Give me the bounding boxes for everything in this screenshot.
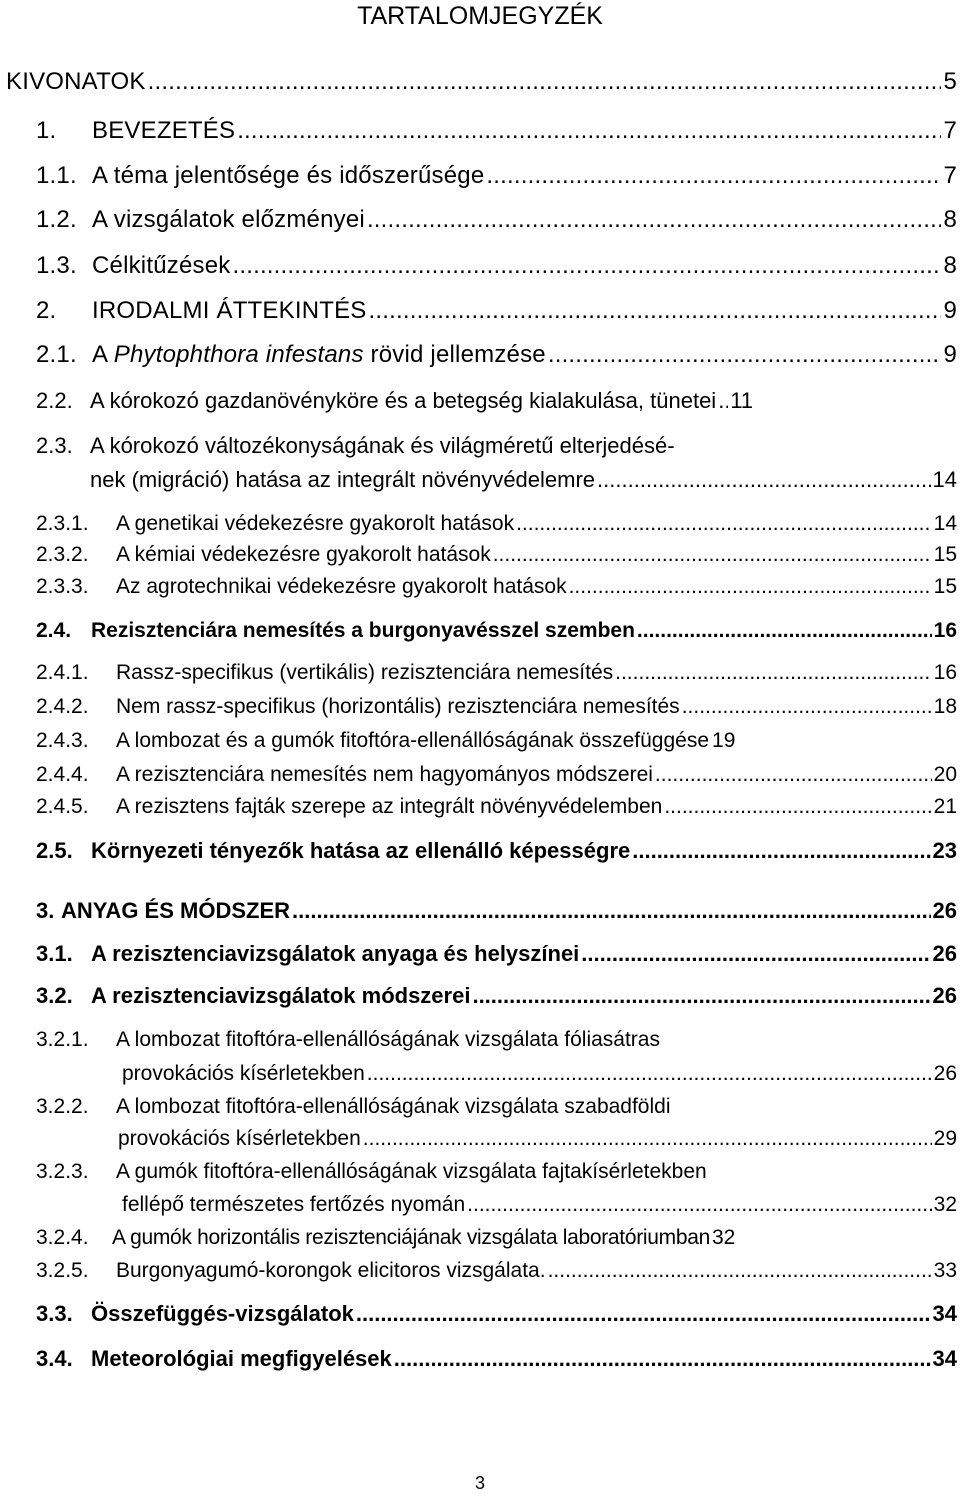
toc-entry-text: A Phytophthora infestans rövid jellemzése <box>92 341 546 368</box>
toc-leader <box>363 1127 932 1151</box>
toc-entry-page: 33 <box>933 1259 957 1282</box>
toc-entry-page: 26 <box>932 983 957 1008</box>
toc-entry-text: A lombozat fitoftóra-ellenállóságának vizsgálata fóliasátras <box>116 1028 660 1051</box>
toc-entry-number: 2.1. <box>36 341 77 368</box>
toc-entry[interactable] <box>36 1259 957 1283</box>
toc-entry-page: 5 <box>943 68 957 95</box>
toc-entry[interactable] <box>36 763 957 787</box>
toc-entry-page: 8 <box>943 206 957 233</box>
toc-entry-number: 2.5. <box>36 838 73 863</box>
toc-entry-number: 3.4. <box>36 1346 73 1371</box>
toc-entry-text: Burgonyagumó-korongok elicitoros vizsgálata. <box>116 1259 546 1282</box>
toc-entry-text-cont: provokációs kísérletekben <box>118 1127 361 1150</box>
toc-entry-number: 2.4. <box>36 619 72 642</box>
toc-entry-page: 7 <box>943 117 957 144</box>
toc-leader <box>581 941 930 967</box>
toc-leader <box>664 795 931 819</box>
toc-entry-page: 15 <box>933 543 957 566</box>
toc-entry-page: 14 <box>932 467 957 492</box>
toc-entry-number: 1.1. <box>36 162 77 189</box>
toc-entry-number: 3.2. <box>36 983 73 1008</box>
toc-entry[interactable] <box>36 512 957 536</box>
toc-entry[interactable] <box>36 117 957 145</box>
toc-entry-text: A kémiai védekezésre gyakorolt hatások <box>116 543 491 566</box>
toc-leader <box>367 206 942 234</box>
toc-entry-page: 19 <box>712 729 736 752</box>
toc-entry-number: 3.1. <box>36 941 73 966</box>
toc-leader <box>148 68 942 96</box>
toc-entry-page: 18 <box>933 695 957 718</box>
toc-entry[interactable] <box>36 619 957 643</box>
toc-leader <box>237 117 941 145</box>
toc-entry-text: BEVEZETÉS <box>92 117 236 144</box>
toc-entry[interactable] <box>122 1193 957 1217</box>
toc-entry[interactable] <box>36 695 957 719</box>
toc-entry-text: A kórokozó változékonyságának és világméretű elterjedésé- <box>90 433 675 458</box>
toc-leader <box>548 1259 932 1283</box>
toc-entry-page: 14 <box>933 512 957 535</box>
toc-entry[interactable] <box>6 68 957 96</box>
toc-entry-first-line <box>36 1160 707 1184</box>
toc-entry-text: ANYAG ÉS MÓDSZER <box>61 898 291 923</box>
toc-entry[interactable] <box>36 206 957 234</box>
toc-entry[interactable] <box>118 1127 957 1151</box>
toc-leader <box>548 341 942 369</box>
toc-entry[interactable] <box>36 575 957 599</box>
toc-entry-first-line <box>36 433 675 459</box>
toc-entry[interactable] <box>36 838 957 864</box>
toc-entry-page: 21 <box>933 795 957 818</box>
page-number: 3 <box>474 1473 485 1493</box>
toc-entry-text: A kórokozó gazdanövényköre és a betegség kialakulása, tünetei <box>90 388 717 413</box>
toc-entry-page: 7 <box>943 162 957 189</box>
toc-entry-text: Célkitűzések <box>92 252 231 279</box>
toc-entry[interactable] <box>36 162 957 190</box>
toc-entry[interactable] <box>36 252 957 280</box>
species-name: Phytophthora infestans <box>113 341 364 368</box>
toc-entry[interactable] <box>36 341 957 369</box>
toc-entry-number: 2.4.2. <box>36 695 89 718</box>
toc-leader <box>632 838 930 864</box>
toc-entry[interactable] <box>36 388 957 414</box>
toc-title: TARTALOMJEGYZÉK <box>357 2 603 30</box>
toc-entry-page: 20 <box>933 763 957 786</box>
toc-entry-text: IRODALMI ÁTTEKINTÉS <box>92 297 367 324</box>
toc-entry-number: 2.4.5. <box>36 795 89 818</box>
toc-entry-page: 34 <box>932 1346 957 1371</box>
toc-entry[interactable] <box>36 983 957 1009</box>
toc-entry-number: 2.3. <box>36 433 73 458</box>
toc-entry[interactable] <box>36 898 957 924</box>
toc-entry-page: 26 <box>932 898 957 923</box>
toc-entry-text: A rezisztens fajták szerepe az integrált növényvédelemben <box>116 795 663 818</box>
toc-leader <box>394 1346 931 1372</box>
toc-entry-page: 16 <box>933 661 957 684</box>
toc-entry-first-line <box>36 1095 671 1119</box>
toc-entry-number: 2.3.2. <box>36 543 89 566</box>
toc-entry-number: 3.2.1. <box>36 1028 89 1051</box>
toc-entry-page: 32 <box>933 1193 957 1216</box>
toc-entry-text: A lombozat és a gumók fitoftóra-ellenállóságának összefüggése <box>116 729 710 752</box>
toc-leader <box>615 661 932 685</box>
toc-leader <box>467 1193 931 1217</box>
toc-leader <box>367 1062 932 1086</box>
toc-entry-text-cont: fellépő természetes fertőzés nyomán <box>122 1193 466 1216</box>
toc-entry-text: A lombozat fitoftóra-ellenállóságának vizsgálata szabadföldi <box>116 1095 671 1118</box>
toc-entry-text-cont: provokációs kísérletekben <box>122 1062 365 1085</box>
toc-leader <box>356 1301 931 1327</box>
toc-leader <box>369 297 942 325</box>
toc-leader <box>718 388 728 414</box>
toc-entry-text: Összefüggés-vizsgálatok <box>91 1301 354 1326</box>
toc-leader <box>682 695 932 719</box>
toc-entry-page: 15 <box>933 575 957 598</box>
toc-entry-number: 3. <box>36 898 55 923</box>
toc-entry-number: 2.4.1. <box>36 661 89 684</box>
toc-entry-page: 26 <box>932 941 957 966</box>
toc-entry-text: A rezisztenciavizsgálatok módszerei <box>91 983 471 1008</box>
toc-entry-number: 3.3. <box>36 1301 73 1326</box>
toc-entry-text: KIVONATOK <box>6 68 146 95</box>
toc-entry-first-line <box>36 1028 660 1052</box>
toc-entry-page: 32 <box>712 1226 736 1249</box>
toc-leader <box>516 512 932 536</box>
toc-entry[interactable] <box>36 297 957 325</box>
toc-entry-text: A téma jelentősége és időszerűsége <box>92 162 485 189</box>
toc-entry-number: 2.3.1. <box>36 512 89 535</box>
toc-entry-page: 34 <box>932 1301 957 1326</box>
toc-leader <box>637 619 932 643</box>
toc-entry-text: A genetikai védekezésre gyakorolt hatások <box>116 512 515 535</box>
toc-entry-number: 2.4.4. <box>36 763 89 786</box>
toc-entry-number: 1. <box>36 117 57 144</box>
toc-entry-number: 2.2. <box>36 388 73 413</box>
toc-entry-number: 2.4.3. <box>36 729 89 752</box>
toc-leader <box>232 252 941 280</box>
toc-entry-number: 3.2.4. <box>36 1226 89 1249</box>
toc-entry-text: A rezisztenciavizsgálatok anyaga és helyszínei <box>91 941 580 966</box>
toc-entry-number: 3.2.3. <box>36 1160 89 1183</box>
toc-entry-text: Rezisztenciára nemesítés a burgonyavésszel szemben <box>91 619 635 642</box>
toc-entry-page: 9 <box>943 341 957 368</box>
toc-entry-text: Nem rassz-specifikus (horizontális) rezisztenciára nemesítés <box>116 695 680 718</box>
toc-entry-text-cont: nek (migráció) hatása az integrált növényvédelemre <box>90 467 596 492</box>
toc-entry-text: Az agrotechnikai védekezésre gyakorolt hatások <box>116 575 567 598</box>
toc-leader <box>655 763 932 787</box>
toc-entry-text: Meteorológiai megfigyelések <box>91 1346 392 1371</box>
toc-entry-page: 9 <box>943 297 957 324</box>
toc-entry-page: 26 <box>933 1062 957 1085</box>
toc-leader <box>472 983 930 1009</box>
toc-leader <box>597 467 930 493</box>
toc-entry[interactable] <box>122 1062 957 1086</box>
toc-entry[interactable] <box>36 941 957 967</box>
toc-entry[interactable] <box>36 1346 957 1372</box>
toc-entry[interactable] <box>90 467 957 493</box>
toc-entry-number: 3.2.5. <box>36 1259 89 1282</box>
toc-entry-number: 1.2. <box>36 206 77 233</box>
toc-entry-page: 29 <box>933 1127 957 1150</box>
toc-entry[interactable] <box>36 543 957 567</box>
toc-entry[interactable] <box>36 729 957 753</box>
toc-entry-text: Környezeti tényezők hatása az ellenálló képességre <box>91 838 631 863</box>
toc-entry-text: A rezisztenciára nemesítés nem hagyományos módszerei <box>116 763 653 786</box>
toc-entry-page: 8 <box>943 252 957 279</box>
toc-entry-page: 16 <box>933 619 957 642</box>
toc-entry[interactable] <box>36 795 957 819</box>
toc-entry-page: 23 <box>932 838 957 863</box>
toc-entry-number: 3.2.2. <box>36 1095 89 1118</box>
toc-entry-number: 2.3.3. <box>36 575 89 598</box>
toc-entry[interactable] <box>36 1226 957 1250</box>
toc-entry[interactable] <box>36 661 957 685</box>
toc-entry[interactable] <box>36 1301 957 1327</box>
toc-entry-text: A vizsgálatok előzményei <box>92 206 365 233</box>
toc-entry-text: A gumók horizontális rezisztenciájának vizsgálata laboratóriumban <box>112 1226 710 1249</box>
toc-entry-text: A gumók fitoftóra-ellenállóságának vizsgálata fajtakísérletekben <box>116 1160 707 1183</box>
toc-leader <box>569 575 932 599</box>
toc-leader <box>292 898 931 924</box>
toc-entry-text: Rassz-specifikus (vertikális) rezisztenciára nemesítés <box>116 661 614 684</box>
toc-entry-number: 2. <box>36 297 57 324</box>
toc-leader <box>486 162 941 190</box>
toc-entry-number: 1.3. <box>36 252 77 279</box>
toc-entry-page: 11 <box>730 388 754 413</box>
toc-leader <box>493 543 932 567</box>
